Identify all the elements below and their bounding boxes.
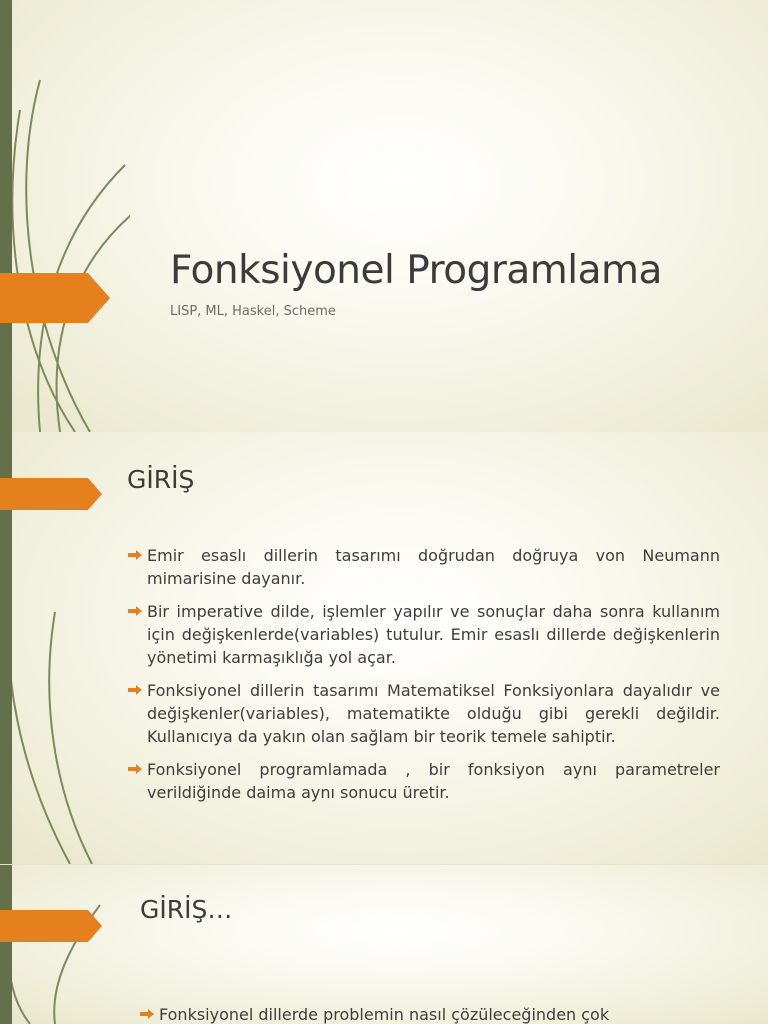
arrow-bullet-icon [128,550,142,560]
slide-heading: GİRİŞ [127,465,195,494]
bullet-text: Fonksiyonel programlamada , bir fonksiyon aynı parametreler verildiğinde daima aynı sonucu üretir. [147,760,720,802]
bullet-text: Fonksiyonel dillerde problemin nasıl çözüleceğinden çok [159,1005,610,1024]
slide-heading: GİRİŞ… [140,895,233,924]
bullet-text: Fonksiyonel dillerin tasarımı Matematiksel Fonksiyonlara dayalıdır ve değişkenler(variables), matematikte olduğu gibi gerekli değildir. Kullanıcıya da yakın olan sağlam bir teorik temele sahiptir. [147,681,720,746]
arrow-bullet-icon [128,685,142,695]
presentation-subtitle: LISP, ML, Haskel, Scheme [170,304,336,319]
bullet-list [128,544,720,814]
arrow-bullet-icon [128,606,142,616]
list-item [128,544,720,590]
bullet-list [140,1003,720,1024]
orange-tab-marker [0,273,112,323]
list-item [128,679,720,748]
slide-giris [0,432,768,864]
leaf-swirl-decoration [0,865,130,1024]
orange-tab-marker [0,910,104,942]
list-item [128,758,720,804]
arrow-bullet-icon [140,1009,154,1019]
leaf-swirl-decoration [0,0,130,432]
left-accent-bar [0,0,12,432]
slide-giris-continued [0,865,768,1024]
list-item [140,1003,720,1024]
bullet-text: Bir imperative dilde, işlemler yapılır ve sonuçlar daha sonra kullanım için değişkenlerde(variables) tutulur. Emir esaslı dillerde değişkenlerin yönetimi karmaşıklığa yol açar. [147,602,720,667]
slide-title [0,0,768,432]
arrow-bullet-icon [128,764,142,774]
bullet-text: Emir esaslı dillerin tasarımı doğrudan doğruya von Neumann mimarisine dayanır. [147,546,720,588]
list-item [128,600,720,669]
presentation-title: Fonksiyonel Programlama [170,248,662,293]
orange-tab-marker [0,478,104,510]
left-accent-bar [0,865,12,1024]
